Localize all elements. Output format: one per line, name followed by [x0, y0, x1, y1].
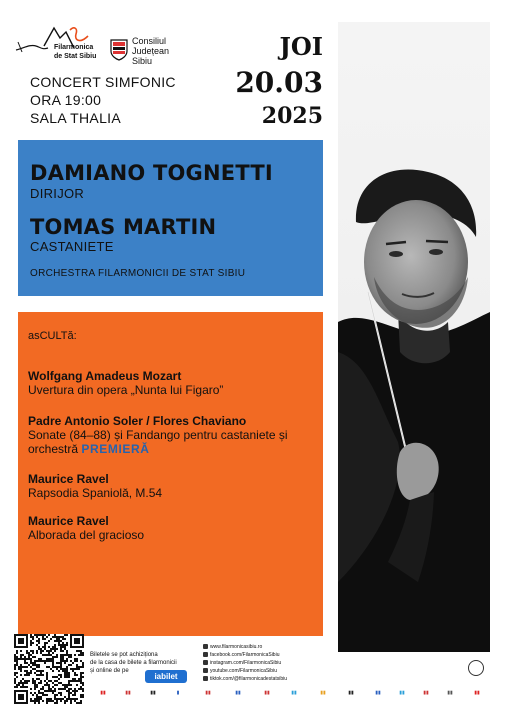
- qr-code-icon: [14, 634, 84, 704]
- youtube-icon: [203, 668, 208, 673]
- orchestra-name: ORCHESTRA FILARMONICII DE STAT SIBIU: [30, 268, 246, 279]
- program-work: Uvertura din opera „Nunta lui Figaro”: [28, 383, 224, 397]
- sponsor-logo: ▮▮: [348, 690, 354, 696]
- facebook-icon: [203, 652, 208, 657]
- concert-time: ORA 19:00: [30, 92, 102, 108]
- concert-year: 2025: [261, 103, 323, 129]
- county-crest-icon: [110, 39, 128, 61]
- sponsor-logo: ▮▮: [205, 690, 211, 696]
- program-composer: Maurice Ravel: [28, 472, 109, 486]
- sponsor-logo: ▮▮: [320, 690, 326, 696]
- qr-code[interactable]: [14, 634, 84, 704]
- program-work-line: [28, 442, 150, 456]
- consiliu-line1: Consiliul: [132, 36, 167, 46]
- concert-day: JOI: [279, 32, 323, 61]
- social-link-text: facebook.com/FilarmonicaSibiu: [210, 652, 280, 658]
- globe-icon: [203, 644, 208, 649]
- social-link-youtube[interactable]: [203, 668, 277, 674]
- consiliu-line3: Sibiu: [132, 56, 153, 66]
- social-link-text: instagram.com/FilarmonicaSibiu: [210, 660, 282, 666]
- social-link-facebook[interactable]: [203, 652, 279, 658]
- sponsor-logo: ▮: [176, 690, 180, 696]
- program-composer: Padre Antonio Soler / Flores Chaviano: [28, 414, 247, 428]
- concert-venue: SALA THALIA: [30, 110, 121, 126]
- program-work-line-text: orchestră: [28, 442, 79, 456]
- social-link-tiktok[interactable]: [203, 676, 287, 682]
- conductor-role: DIRIJOR: [30, 186, 85, 201]
- tiktok-icon: [203, 676, 208, 681]
- tickets-line2: de la casa de bilete a filarmonicii: [90, 660, 177, 666]
- program-heading: asCULTă:: [28, 330, 77, 342]
- concert-type: CONCERT SIMFONIC: [30, 74, 176, 90]
- sponsor-logo: ▮▮: [291, 690, 297, 696]
- sponsor-logo: ▮▮: [100, 690, 106, 696]
- filarmonica-logo: [14, 24, 102, 68]
- institution-emblem-icon: [468, 660, 484, 676]
- program-work: Alborada del gracioso: [28, 528, 145, 542]
- concert-date: 20.03: [235, 66, 323, 99]
- conductor-name: DAMIANO TOGNETTI: [30, 161, 273, 185]
- filarmonica-logo-line2: de Stat Sibiu: [54, 53, 97, 60]
- program-work: Rapsodia Spaniolă, M.54: [28, 486, 163, 500]
- tickets-line3: și online de pe: [90, 668, 129, 674]
- tickets-line1: Biletele se pot achiziționa: [90, 652, 158, 658]
- social-link-text: tiktok.com/@filarmonicadestatsibiu: [210, 676, 288, 682]
- consiliu-line2: Județean: [132, 46, 170, 56]
- instagram-icon: [203, 660, 208, 665]
- sponsor-logo: ▮▮: [474, 690, 480, 696]
- sponsor-logo: ▮▮: [375, 690, 381, 696]
- soloist-role: CASTANIETE: [30, 239, 114, 254]
- performers-panel: [18, 140, 323, 296]
- consiliul-judetean-logo: [110, 37, 200, 69]
- sponsor-logo: ▮▮: [125, 690, 131, 696]
- premiere-badge: PREMIERĂ: [81, 442, 150, 456]
- iabilet-link[interactable]: iabilet: [145, 670, 187, 683]
- social-link-website[interactable]: [203, 644, 262, 650]
- social-link-text: youtube.com/FilarmonicaSibiu: [210, 668, 277, 674]
- program-composer: Wolfgang Amadeus Mozart: [28, 369, 182, 383]
- sponsor-logo: ▮▮: [399, 690, 405, 696]
- filarmonica-logo-line1: Filarmonica: [54, 44, 94, 51]
- sponsor-logo: ▮▮: [447, 690, 453, 696]
- conductor-portrait-image: [338, 22, 490, 652]
- sponsor-logo: ▮▮: [264, 690, 270, 696]
- program-composer: Maurice Ravel: [28, 514, 109, 528]
- soloist-name: TOMAS MARTIN: [30, 215, 217, 239]
- social-link-instagram[interactable]: [203, 660, 281, 666]
- sponsor-logo: ▮▮: [150, 690, 156, 696]
- program-panel: [18, 312, 323, 636]
- conductor-photo: [338, 22, 490, 652]
- social-link-text: www.filarmonicasibiu.ro: [210, 644, 263, 650]
- program-work: Sonate (84–88) și Fandango pentru castaniete și: [28, 428, 288, 442]
- sponsor-logo: ▮▮: [423, 690, 429, 696]
- sponsor-logo: ▮▮: [235, 690, 241, 696]
